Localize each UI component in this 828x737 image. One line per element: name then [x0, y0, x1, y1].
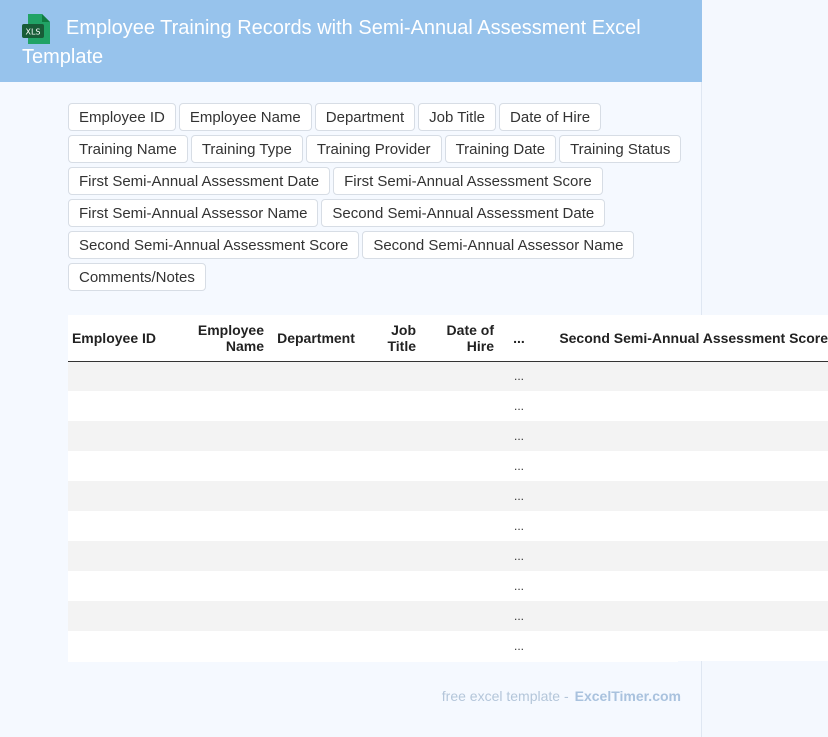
table-cell[interactable]	[422, 451, 500, 481]
table-cell[interactable]	[270, 421, 362, 451]
table-cell[interactable]	[538, 361, 828, 391]
field-chip: Training Provider	[306, 135, 442, 163]
page-title: Employee Training Records with Semi-Annual Assessment Excel Template	[22, 17, 641, 68]
column-header: ...	[500, 315, 538, 361]
table-cell[interactable]	[538, 631, 828, 661]
table-cell[interactable]	[270, 541, 362, 571]
table-cell[interactable]	[68, 391, 162, 421]
table-cell[interactable]	[162, 511, 270, 541]
field-chip: Second Semi-Annual Assessment Date	[321, 199, 605, 227]
table-cell[interactable]	[362, 421, 422, 451]
table-cell[interactable]	[362, 631, 422, 661]
table-cell[interactable]	[270, 481, 362, 511]
table-cell[interactable]	[68, 571, 162, 601]
table-row	[68, 631, 828, 661]
table-cell[interactable]: ...	[500, 511, 538, 541]
table-cell[interactable]	[422, 391, 500, 421]
table-cell[interactable]	[270, 451, 362, 481]
table-cell[interactable]	[68, 361, 162, 391]
field-chip: Comments/Notes	[68, 263, 206, 291]
column-header: Department	[270, 315, 362, 361]
table-cell[interactable]	[68, 631, 162, 661]
table-cell[interactable]: ...	[500, 391, 538, 421]
field-chip: Employee ID	[68, 103, 176, 131]
data-table	[68, 315, 828, 661]
table-row	[68, 451, 828, 481]
table-cell[interactable]	[362, 541, 422, 571]
table-header-row	[68, 315, 828, 361]
table-row	[68, 511, 828, 541]
table-cell[interactable]	[162, 601, 270, 631]
table-cell[interactable]	[538, 451, 828, 481]
table-cell[interactable]	[362, 571, 422, 601]
field-chip: Date of Hire	[499, 103, 601, 131]
table-cell[interactable]: ...	[500, 481, 538, 511]
table-cell[interactable]	[162, 541, 270, 571]
field-chip: Employee Name	[179, 103, 312, 131]
table-cell[interactable]	[538, 481, 828, 511]
data-table-wrapper[interactable]	[68, 315, 828, 662]
table-cell[interactable]	[68, 481, 162, 511]
xls-icon-label: XLS	[25, 27, 41, 37]
table-cell[interactable]	[270, 631, 362, 661]
field-chip: Training Status	[559, 135, 681, 163]
field-chip: Second Semi-Annual Assessment Score	[68, 231, 359, 259]
footer-prefix: free excel template -	[441, 688, 569, 704]
table-cell[interactable]	[270, 571, 362, 601]
table-cell[interactable]: ...	[500, 541, 538, 571]
table-cell[interactable]	[422, 571, 500, 601]
table-cell[interactable]	[538, 601, 828, 631]
table-cell[interactable]: ...	[500, 631, 538, 661]
table-cell[interactable]	[422, 511, 500, 541]
field-chip: First Semi-Annual Assessment Score	[333, 167, 603, 195]
field-chip: Department	[315, 103, 415, 131]
table-cell[interactable]: ...	[500, 451, 538, 481]
table-cell[interactable]	[538, 571, 828, 601]
field-chip: First Semi-Annual Assessment Date	[68, 167, 330, 195]
column-header: Job Title	[362, 315, 422, 361]
table-row	[68, 571, 828, 601]
table-cell[interactable]: ...	[500, 421, 538, 451]
table-cell[interactable]	[362, 481, 422, 511]
table-cell[interactable]: ...	[500, 361, 538, 391]
table-cell[interactable]	[68, 421, 162, 451]
table-cell[interactable]: ...	[500, 571, 538, 601]
table-cell[interactable]	[162, 361, 270, 391]
field-chip: First Semi-Annual Assessor Name	[68, 199, 318, 227]
field-chip: Training Type	[191, 135, 303, 163]
table-cell[interactable]	[162, 391, 270, 421]
table-cell[interactable]: ...	[500, 601, 538, 631]
table-cell[interactable]	[68, 601, 162, 631]
table-row	[68, 391, 828, 421]
table-row	[68, 601, 828, 631]
field-chip: Job Title	[418, 103, 496, 131]
column-header: Employee ID	[68, 315, 162, 361]
field-chip: Second Semi-Annual Assessor Name	[362, 231, 634, 259]
table-cell[interactable]	[538, 391, 828, 421]
column-header: Employee Name	[162, 315, 270, 361]
table-cell[interactable]	[362, 361, 422, 391]
table-cell[interactable]	[362, 451, 422, 481]
table-cell[interactable]	[68, 511, 162, 541]
table-cell[interactable]	[270, 511, 362, 541]
table-cell[interactable]	[162, 631, 270, 661]
table-cell[interactable]	[422, 541, 500, 571]
table-cell[interactable]	[422, 361, 500, 391]
column-header: Second Semi-Annual Assessment Score	[538, 315, 828, 361]
table-cell[interactable]	[422, 421, 500, 451]
table-cell[interactable]	[422, 601, 500, 631]
table-cell[interactable]	[362, 511, 422, 541]
table-row	[68, 421, 828, 451]
table-cell[interactable]	[68, 451, 162, 481]
table-cell[interactable]	[270, 601, 362, 631]
table-cell[interactable]	[362, 601, 422, 631]
table-body	[68, 361, 828, 661]
footer	[0, 688, 681, 704]
table-cell[interactable]	[538, 421, 828, 451]
table-cell[interactable]	[162, 481, 270, 511]
table-row	[68, 481, 828, 511]
column-header: Date of Hire	[422, 315, 500, 361]
table-cell[interactable]	[362, 391, 422, 421]
header-banner	[0, 0, 702, 82]
table-cell[interactable]	[270, 361, 362, 391]
table-cell[interactable]	[162, 451, 270, 481]
field-chip: Training Name	[68, 135, 188, 163]
footer-brand-link[interactable]: ExcelTimer.com	[574, 688, 681, 704]
table-cell[interactable]	[68, 541, 162, 571]
table-cell[interactable]	[270, 391, 362, 421]
table-cell[interactable]	[422, 481, 500, 511]
table-cell[interactable]	[538, 541, 828, 571]
field-chip: Training Date	[445, 135, 557, 163]
field-list	[68, 103, 688, 291]
table-cell[interactable]	[422, 631, 500, 661]
table-row	[68, 541, 828, 571]
table-cell[interactable]	[162, 571, 270, 601]
table-cell[interactable]	[538, 511, 828, 541]
table-row	[68, 361, 828, 391]
table-cell[interactable]	[162, 421, 270, 451]
